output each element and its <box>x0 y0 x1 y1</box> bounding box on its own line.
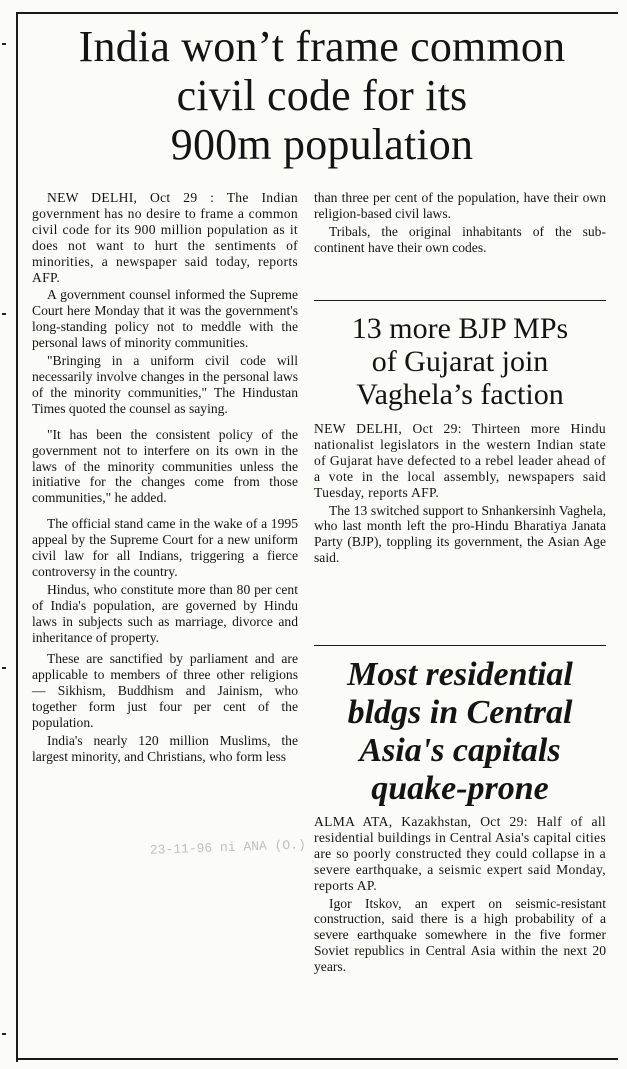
article-paragraph: NEW DELHI, Oct 29: Thirteen more Hindu nationalist legislators in the western Indian state of Gujarat have defected to a rebel leader ahead of a vote in the local assembly, newspapers said Tuesday, reports AFP. <box>314 421 606 500</box>
top-rule <box>16 12 618 14</box>
headline-line: India won’t frame common <box>78 22 566 71</box>
stamp-smudge: 23-11-96 ni ANA (O.) <box>149 837 307 858</box>
article-paragraph: These are sanctified by parliament and are applicable to members of three other religions — Sikhism, Buddhism and Jainism, who together form just four per cent of the population. <box>32 651 298 731</box>
headline-line: Vaghela’s faction <box>356 378 564 411</box>
article-paragraph: than three per cent of the population, have their own religion-based civil laws. <box>314 190 606 221</box>
main-article-column-2 <box>314 190 606 258</box>
margin-mark <box>2 667 6 669</box>
headline-line: of Gujarat join <box>371 345 549 378</box>
quake-headline <box>312 656 608 808</box>
article-paragraph: India's nearly 120 million Muslims, the largest minority, and Christians, who form less <box>32 733 298 764</box>
bottom-rule <box>16 1058 618 1060</box>
headline-line: 13 more BJP MPs <box>351 312 569 345</box>
left-column-rule <box>16 12 18 1062</box>
headline-line: Asia's capitals <box>359 732 561 769</box>
article-paragraph: "It has been the consistent policy of the government not to interfere on its own in the laws of the minority communities unless the initiative for the changes come from those communities," he added. <box>32 426 298 506</box>
margin-mark <box>2 313 6 315</box>
article-paragraph: The 13 switched support to Snhankersinh Vaghela, who last month left the pro-Hindu Bharatiya Janata Party (BJP), toppling its government, the Asian Age said. <box>314 502 606 566</box>
headline-line: civil code for its <box>176 71 468 120</box>
article-separator <box>314 645 606 646</box>
headline-line: bldgs in Central <box>347 694 573 731</box>
bjp-article-body <box>314 421 606 568</box>
article-paragraph: The official stand came in the wake of a 1995 appeal by the Supreme Court for a new uniform civil law for all Indians, triggering a fierce controversy in the country. <box>32 516 298 579</box>
main-headline <box>22 22 622 169</box>
headline-line: 900m population <box>170 120 474 169</box>
article-paragraph: A government counsel informed the Supreme Court here Monday that it was the government's long-standing policy not to meddle with the personal laws of minority communities. <box>32 287 298 351</box>
article-separator <box>314 300 606 301</box>
article-paragraph: ALMA ATA, Kazakhstan, Oct 29: Half of all residential buildings in Central Asia's capital cities are so poorly constructed they could collapse in a severe earthquake, a seismic expert said Monday, reports AP. <box>314 814 606 893</box>
margin-mark <box>2 43 6 45</box>
main-article-column-1 <box>32 190 298 767</box>
margin-mark <box>2 1033 6 1035</box>
article-paragraph: Hindus, who constitute more than 80 per cent of India's population, are governed by Hindu laws in subjects such as marriage, divorce and inheritance of property. <box>32 581 298 645</box>
article-paragraph: Tribals, the original inhabitants of the sub-continent have their own codes. <box>314 223 606 255</box>
bjp-headline <box>312 312 608 411</box>
article-paragraph: Igor Itskov, an expert on seismic-resistant construction, said there is a high probability of a severe earthquake somewhere in the five former Soviet republics in Central Asia within the next 20 years. <box>314 895 606 975</box>
article-paragraph: "Bringing in a uniform civil code will necessarily involve changes in the personal laws of the minority communities," The Hindustan Times quoted the counsel as saying. <box>32 353 298 416</box>
article-paragraph: NEW DELHI, Oct 29 : The Indian government has no desire to frame a common civil code for its 900 million population as it does not want to hurt the sentiments of minorities, a newspaper said today, reports AFP. <box>32 190 298 285</box>
headline-line: quake-prone <box>371 770 549 807</box>
headline-line: Most residential <box>347 656 573 693</box>
